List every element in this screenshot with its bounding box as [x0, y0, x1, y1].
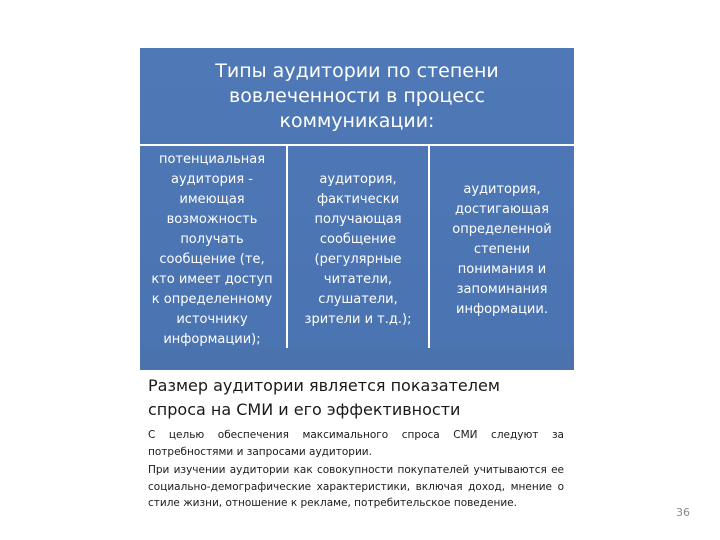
column-understanding-audience-text: аудитория, достигающая определенной степени понимания и запоминания информации. — [452, 182, 552, 317]
column-potential-audience-text: потенциальная аудитория - имеющая возможность получать сообщение (те, кто имеет доступ к определенному источнику информации); — [151, 152, 273, 347]
conclusion-text: Размер аудитории является показателем спроса на СМИ и его эффективности — [148, 376, 500, 419]
audience-columns — [140, 146, 574, 354]
paragraph-research: При изучении аудитории как совокупности покупателей учитываются ее социально-демографические характеристики, включая доход, мнение о стиле жизни, отношение к рекламе, потребительское поведение. — [148, 464, 564, 509]
column-potential-audience — [140, 146, 284, 354]
page-number: 36 — [676, 506, 690, 519]
diagram-bottom-band — [140, 348, 574, 370]
diagram-title — [140, 48, 574, 146]
paragraph-demand: С целью обеспечения максимального спроса СМИ следуют за потребностями и запросами аудитории. — [148, 429, 564, 458]
audience-types-diagram — [140, 48, 574, 370]
column-actual-audience-text: аудитория, фактически получающая сообщение (регулярные читатели, слушатели, зрители и т.д.); — [304, 172, 412, 327]
column-understanding-audience — [428, 146, 574, 354]
diagram-title-text: Типы аудитории по степени вовлеченности в процесс коммуникации: — [215, 59, 499, 132]
column-actual-audience — [286, 146, 428, 354]
